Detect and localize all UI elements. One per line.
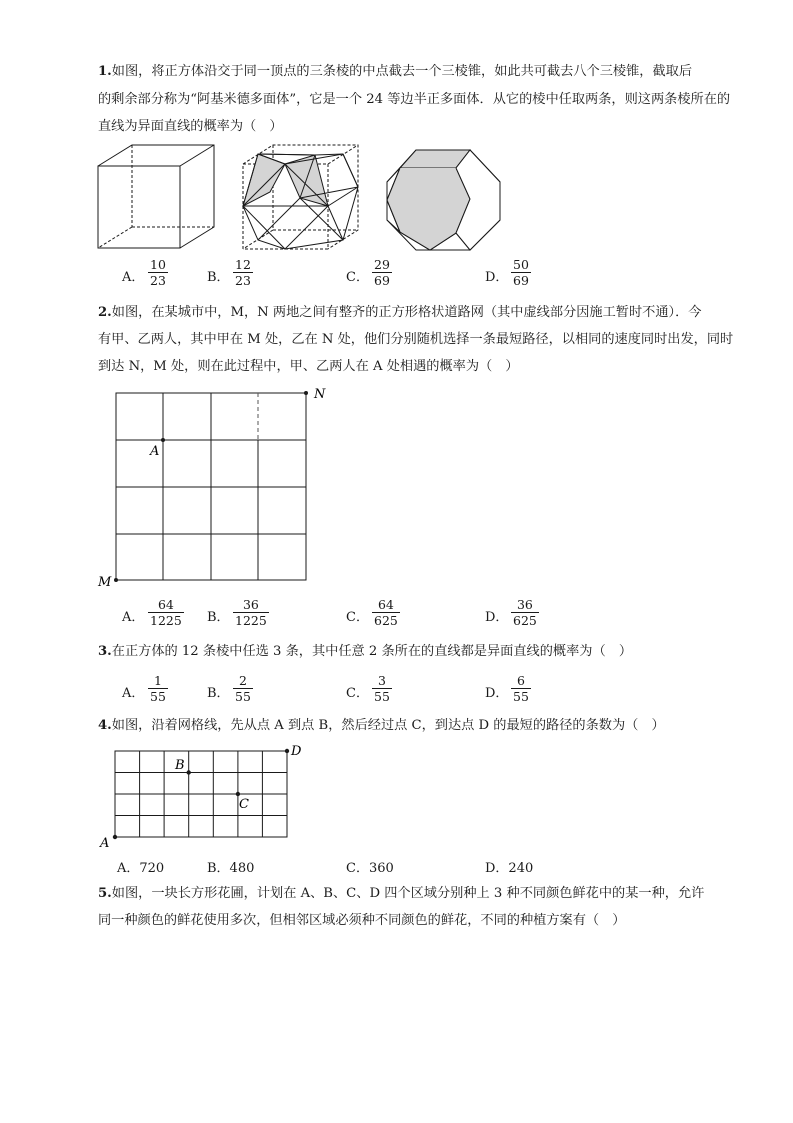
q4-text-1: 如图，沿着网格线，先从点 A 到点 B，然后经过点 C，到达点 D 的最短的路径的条数为（ ） — [111, 718, 665, 733]
q2-grid-figure — [95, 384, 335, 592]
option-letter: B． — [207, 610, 230, 625]
q1-line-3: 直线为异面直线的概率为（ ） — [98, 119, 283, 134]
q3-number: 3. — [98, 644, 112, 659]
q1-text-1: 如图，将正方体沿交于同一顶点的三条棱的中点截去一个三棱锥，如此共可截去八个三棱锥，截取后 — [111, 64, 693, 79]
q2-line-2: 有甲、乙两人，其中甲在 M 处，乙在 N 处，他们分别随机选择一条最短路径，以相同的速度同时出发，同时 — [98, 332, 734, 347]
q5-line-2: 同一种颜色的鲜花使用多次，但相邻区域必须种不同颜色的鲜花，不同的种植方案有（ ） — [98, 913, 626, 928]
option-fraction — [372, 673, 392, 704]
fraction-denominator: 23 — [235, 273, 251, 288]
fraction-numerator: 64 — [377, 597, 394, 612]
fraction-numerator: 10 — [150, 257, 166, 272]
option-fraction — [148, 673, 168, 704]
label-m: M — [98, 575, 112, 590]
fraction-numerator: 6 — [516, 673, 525, 688]
label-a: A — [100, 836, 110, 851]
option-letter: A． — [122, 610, 145, 625]
option-fraction — [511, 257, 531, 288]
q3-line-1 — [98, 642, 632, 662]
q1-cube-figure — [95, 142, 220, 252]
fraction-numerator: 64 — [157, 597, 174, 612]
q2-line-3: 到达 N，M 处，则在此过程中，甲、乙两人在 A 处相遇的概率为（ ） — [98, 359, 519, 374]
fraction-denominator: 625 — [513, 613, 537, 628]
option-letter: B． — [207, 686, 230, 701]
option-letter: D． — [485, 610, 509, 625]
fraction-denominator: 625 — [374, 613, 398, 628]
fraction-numerator: 1 — [153, 673, 162, 688]
label-d: D — [291, 744, 302, 759]
fraction-numerator: 3 — [377, 673, 386, 688]
q4-option-a[interactable]: A．720 — [117, 861, 165, 876]
option-letter: A． — [122, 270, 145, 285]
fraction-numerator: 2 — [238, 673, 247, 688]
q4-grid-figure — [95, 742, 310, 852]
q2-line-1 — [98, 303, 701, 323]
fraction-denominator: 23 — [150, 273, 166, 288]
fraction-numerator: 36 — [516, 597, 533, 612]
q5-text-1: 如图，一块长方形花圃，计划在 A、B、C、D 四个区域分别种上 3 种不同颜色鲜花中的某一种，允许 — [111, 886, 705, 901]
option-letter: C． — [346, 686, 369, 701]
fraction-denominator: 55 — [374, 689, 390, 704]
fraction-numerator: 50 — [513, 257, 529, 272]
label-n: N — [314, 387, 326, 402]
fraction-denominator: 1225 — [150, 613, 182, 628]
fraction-denominator: 69 — [374, 273, 390, 288]
fraction-numerator: 29 — [374, 257, 390, 272]
fraction-denominator: 1225 — [235, 613, 267, 628]
q2-number: 2. — [98, 305, 112, 320]
q1-line-1 — [98, 62, 692, 82]
option-fraction — [148, 597, 184, 628]
q2-text-1: 如图，在某城市中，M，N 两地之间有整齐的正方形格状道路网（其中虚线部分因施工暂时不通）．今 — [111, 305, 702, 320]
fraction-denominator: 55 — [150, 689, 166, 704]
option-letter: D． — [485, 686, 509, 701]
fraction-denominator: 55 — [235, 689, 251, 704]
q1-cuboctahedron-in-cube-figure — [240, 142, 362, 252]
option-fraction — [148, 257, 168, 288]
q1-line-2: 的剩余部分称为“阿基米德多面体”，它是一个 24 等边半正多面体．从它的棱中任取两条，则这两条棱所在的 — [98, 92, 731, 107]
fraction-numerator: 12 — [235, 257, 251, 272]
q4-line-1 — [98, 716, 665, 736]
option-fraction — [511, 673, 531, 704]
q1-archimedean-solid-figure — [384, 147, 504, 253]
fraction-numerator: 36 — [242, 597, 259, 612]
label-c: C — [239, 797, 249, 812]
option-letter: D． — [485, 270, 509, 285]
q3-text-1: 在正方体的 12 条棱中任选 3 条，其中任意 2 条所在的直线都是异面直线的概率为（ ） — [111, 644, 633, 659]
q4-option-b[interactable]: B．480 — [207, 861, 255, 876]
option-fraction — [372, 597, 400, 628]
option-fraction — [233, 597, 269, 628]
option-fraction — [233, 257, 253, 288]
q5-number: 5. — [98, 886, 112, 901]
q5-line-1 — [98, 884, 704, 904]
q1-number: 1. — [98, 64, 112, 79]
option-letter: A． — [122, 686, 145, 701]
option-fraction — [233, 673, 253, 704]
q4-option-d[interactable]: D．240 — [485, 861, 534, 876]
fraction-denominator: 69 — [513, 273, 529, 288]
option-letter: C． — [346, 610, 369, 625]
option-letter: C． — [346, 270, 369, 285]
label-a: A — [150, 444, 160, 459]
option-letter: B． — [207, 270, 230, 285]
q4-option-c[interactable]: C．360 — [346, 861, 394, 876]
q4-number: 4. — [98, 718, 112, 733]
option-fraction — [511, 597, 539, 628]
option-fraction — [372, 257, 392, 288]
fraction-denominator: 55 — [513, 689, 529, 704]
label-b: B — [175, 758, 185, 773]
